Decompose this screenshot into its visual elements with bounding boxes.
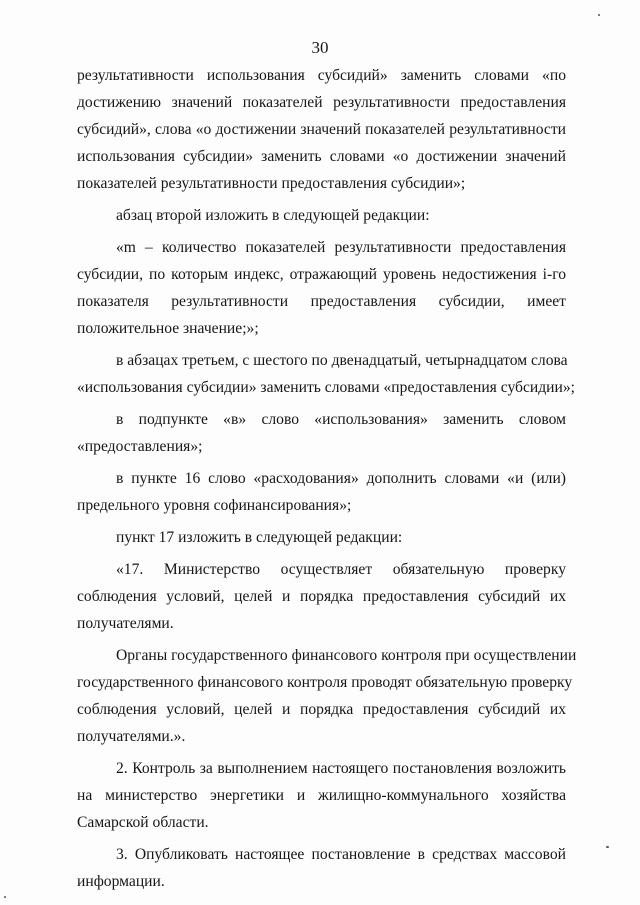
text-line: субсидий», слова «о достижении значений показателей результативности — [77, 121, 566, 138]
text-line: Органы государственного финансового контроля при осуществлении — [116, 647, 577, 664]
text-line: «использования субсидии» заменить словами «предоставления субсидии»; — [77, 379, 576, 396]
paragraph-4 — [77, 347, 576, 401]
text-line: предельного уровня софинансирования»; — [77, 497, 352, 514]
text-line: Самарской области. — [77, 814, 209, 831]
paragraph-1 — [77, 62, 566, 197]
paragraph-11 — [77, 841, 566, 895]
text-line: в подпункте «в» слово «использования» заменить словом — [116, 411, 566, 428]
text-line: соблюдения условий, целей и порядка предоставления субсидий их — [77, 701, 566, 718]
paragraph-2 — [77, 202, 566, 229]
text-line: абзац второй изложить в следующей редакции: — [116, 207, 430, 224]
text-line: получателями. — [77, 615, 174, 632]
text-line: показателя результативности предоставления субсидии, имеет — [77, 293, 566, 310]
text-line: использования субсидии» заменить словами «о достижении значений — [77, 148, 566, 165]
paragraph-10 — [77, 755, 566, 836]
scan-speck — [606, 846, 609, 848]
text-line: соблюдения условий, целей и порядка предоставления субсидий их — [77, 588, 566, 605]
text-line: субсидии, по которым индекс, отражающий уровень недостижения i-го — [77, 266, 566, 283]
document-body — [77, 62, 577, 895]
page-number: 30 — [311, 38, 329, 57]
text-line: показателей результативности предоставления субсидии»; — [77, 175, 466, 192]
text-line: пункт 17 изложить в следующей редакции: — [116, 529, 403, 546]
text-line: «17. Министерство осуществляет обязательную проверку — [116, 561, 566, 578]
text-line: 3. Опубликовать настоящее постановление в средствах массовой — [116, 846, 566, 863]
text-line: на министерство энергетики и жилищно-коммунального хозяйства — [77, 787, 566, 804]
paragraph-3 — [77, 234, 566, 342]
text-line: в пункте 16 слово «расходования» дополнить словами «и (или) — [116, 470, 566, 487]
text-line: в абзацах третьем, с шестого по двенадцатый, четырнадцатом слова — [116, 352, 568, 369]
paragraph-9 — [77, 642, 577, 750]
paragraph-6 — [77, 465, 566, 519]
text-line: достижению значений показателей результативности предоставления — [77, 94, 566, 111]
text-line: «m – количество показателей результативности предоставления — [116, 239, 566, 256]
text-line: государственного финансового контроля проводят обязательную проверку — [77, 674, 573, 691]
text-line: положительное значение;»; — [77, 320, 259, 337]
paragraph-8 — [77, 556, 566, 637]
text-line: результативности использования субсидий» заменить словами «по — [77, 67, 566, 84]
paragraph-5 — [77, 406, 566, 460]
text-line: информации. — [77, 873, 165, 890]
text-line: получателями.». — [77, 728, 186, 745]
paragraph-7 — [77, 524, 566, 551]
text-line: 2. Контроль за выполнением настоящего постановления возложить — [116, 760, 566, 777]
text-line: «предоставления»; — [77, 438, 203, 455]
scan-speck — [598, 14, 600, 16]
scan-speck — [4, 896, 6, 898]
